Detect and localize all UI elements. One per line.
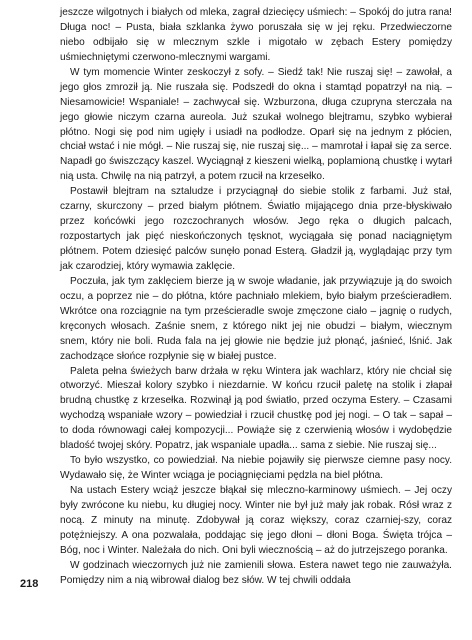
paragraph-8: W godzinach wieczornych już nie zamienili słowa. Estera nawet tego nie zauważyła. Pomiędzy nim a nią wibrował dialog bez słów. W tej chwili oddała	[60, 559, 452, 586]
paragraph-3: Postawił blejtram na sztaludze i przyciągnął do siebie stolik z farbami. Już stał, czarny, skurczony – przed białym płótnem. Światło mijającego dnia prze-błyskiwało przez końcówki jego rozczochranych włosów. Jego ręka o długich palcach, rozpostartych jak pięć nieskończonych tęsknot, wyciągała się ponad naciągniętym płótnem. Potem dziesięć palców sunęło ponad Esterą. Gładził ją, wyglądając przy tym jak czarodziej, który wymawia zaklęcie.	[60, 186, 452, 272]
paragraph-4: Poczuła, jak tym zaklęciem bierze ją w swoje władanie, jak przywiązuje ją do swoich oczu, a poprzez nie – do płótna, które pachniało mlekiem, było białym prześcieradłem. Wkrótce ona rozciągnie na tym prześcieradle swoje zmęczone ciało – jagnię o rudych, kręconych włosach. Zaśnie snem, z którego nikt jej nie obudzi – białym, wiecznym snem, który nie boli. Ruda fala na jej głowie nie będzie już płonąć, jaśnieć, lśnić. Jak zachodzące słońce rozpłynie się w białej pustce.	[60, 275, 452, 362]
page-number: 218	[20, 578, 39, 590]
paragraph-2: W tym momencie Winter zeskoczył z sofy. – Siedź tak! Nie ruszaj się! – zawołał, a jego głos zmroził ją. Nie ruszała się. Podszedł do okna i stamtąd popatrzył na nią. – Niesamowicie! Wspaniale! – zachwycał się. Wzburzona, długa czupryna sterczała na jego głowie niczym czarna aureola. Już szukał wolnego blejtramu, szybko wybierał płótno. Nogi się pod nim ugięły i usiadł na podłodze. Oparł się na jednym z płócien, chciał wstać i nie mógł. – Nie ruszaj się, nie ruszaj się... – mamrotał i łapał się za serce. Napadł go świszczący kaszel. Wyciągnął z kieszeni wielką, poplamioną chustkę i wytarł nią usta. Chwilę na nią patrzył, a potem rzucił na krzesełko.	[60, 66, 452, 183]
paragraph-7: Na ustach Estery wciąż jeszcze błąkał się mleczno-karminowy uśmiech. – Jej oczy były zwrócone ku niebu, ku długiej nocy. Winter nie był już mały jak robak. Rósł wraz z nocą. Z minuty na minutę. Zdobywał ją coraz większy, coraz czarniej-szy, coraz potężniejszy. A ona pozwalała, poddając się jego dłoni – dłoni Boga. Święta trójca – Bóg, noc i Winter. Należała do nich. Oni byli wiecznością – aż do jutrzejszego poranka.	[60, 485, 452, 556]
paragraph-5: Paleta pełna świeżych barw drżała w ręku Wintera jak wachlarz, który nie chciał się otworzyć. Mieszał kolory szybko i niezdarnie. W końcu rzucił paletę na stolik i złapał brudną chustkę z krzesełka. Rozwinął ją pod światło, przed oczyma Estery. – Czasami wychodzą wspaniałe wzory – powiedział i rzucił chustkę pod jej nogi. – O tak – sapał – to doda równowagi całej kompozycji... Powiąże się z czerwienią włosów i wydobędzie bladość twojej skóry. Popatrz, jak wspaniale upadła... sama z siebie. Nie ruszaj się...	[60, 365, 452, 452]
paragraph-6: To było wszystko, co powiedział. Na niebie pojawiły się pierwsze ciemne pasy nocy. Wydawało się, że Winter wciąga je pociągnięciami pędzla na biel płótna.	[60, 455, 452, 482]
paragraph-1: jeszcze wilgotnych i białych od mleka, zagrał dziecięcy uśmiech: – Spokój do jutra rana! Długa noc! – Pusta, biała szklanka żywo poruszała się w jej ręku. Przedwieczorne niebo odbijało się w mlecznym szkle i migotało w zębach Estery pomiędzy uśmiechniętymi czerwono-mlecznymi wargami.	[60, 7, 452, 63]
page-text-column	[60, 6, 452, 589]
